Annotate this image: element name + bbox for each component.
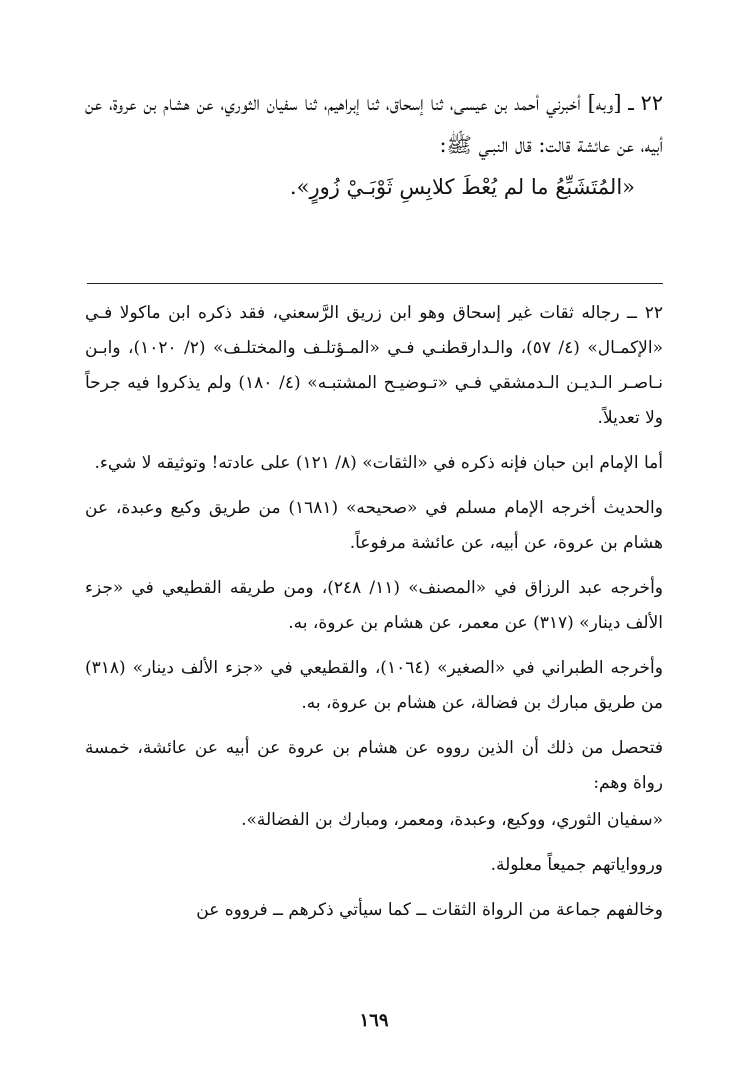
footnote-paragraph: فتحصل من ذلك أن الذين رووه عن هشام بن عروة عن أبيه عن عائشة، خمسة رواة وهم: (85, 738, 663, 793)
footnote-paragraph: وأخرجه عبد الرزاق في «المصنف» (١١/ ٢٤٨)، ومن طريقه القطيعي في «جزء الألف دينار» (٣١٧) عن معمر، عن هشام بن عروة، به. (85, 578, 663, 633)
hadith-intro-text: ــ [وبه] أخبرني أحمد بن عيسى، ثنا إسحاق، ثنا إبراهيم، ثنا سفيان الثوري، عن هشام بن عروة، عن أبيه، عن عائشة قالت: قال النبـي ﷺ: (85, 91, 663, 157)
footnote-paragraph: «سفيان الثوري، ووكيع، وعبدة، ومعمر، ومبارك بن الفضالة». (241, 810, 663, 830)
footnote-separator (87, 283, 663, 284)
hadith-intro (85, 82, 663, 166)
footnote-paragraph: وروواياتهم جميعاً معلولة. (490, 855, 663, 875)
hadith-quote: «المُتَشَبِّعُ ما لم يُعْطَ كلابِسِ ثَوْبَـيْ زُورٍ». (289, 175, 635, 199)
page-number: ١٦٩ (359, 1010, 389, 1031)
hadith-number: ٢٢ (640, 91, 663, 115)
footnote-paragraph: أما الإمام ابن حبان فإنه ذكره في «الثقات» (٨/ ١٢١) على عادته! وتوثيقه لا شيء. (94, 453, 663, 473)
footnotes (85, 296, 663, 938)
footnote-paragraph: والحديث أخرجه الإمام مسلم في «صحيحه» (١٦٨١) من طريق وكيع وعبدة، عن هشام بن عروة، عن أبيه، عن عائشة مرفوعاً. (85, 498, 663, 553)
footnote-text: ــ رجاله ثقات غير إسحاق وهو ابن زريق الرَّسعني، فقد ذكره ابن ماكولا فـي «الإكمـال» (٤/ ٥٧)، والـدارقطنـي فـي «المـؤتلـف والمختلـف» (٢/ ١٠٢٠)، وابـن نـاصـر الـديـن الـدمشقي فـي «تـوضيـح المشتبـه» (٤/ ١٨٠) ولم يذكروا فيه جرحاً ولا تعديلاً. (85, 303, 663, 428)
footnote-paragraph: وأخرجه الطبراني في «الصغير» (١٠٦٤)، والقطيعي في «جزء الألف دينار» (٣١٨) من طريق مبارك بن فضالة، عن هشام بن عروة، به. (85, 658, 663, 713)
footnote-paragraph: وخالفهم جماعة من الرواة الثقات ــ كما سيأتي ذكرهم ــ فرووه عن (196, 900, 663, 920)
footnote-paragraph (85, 296, 663, 436)
main-text (85, 82, 663, 208)
footnote-number: ٢٢ (644, 303, 663, 323)
